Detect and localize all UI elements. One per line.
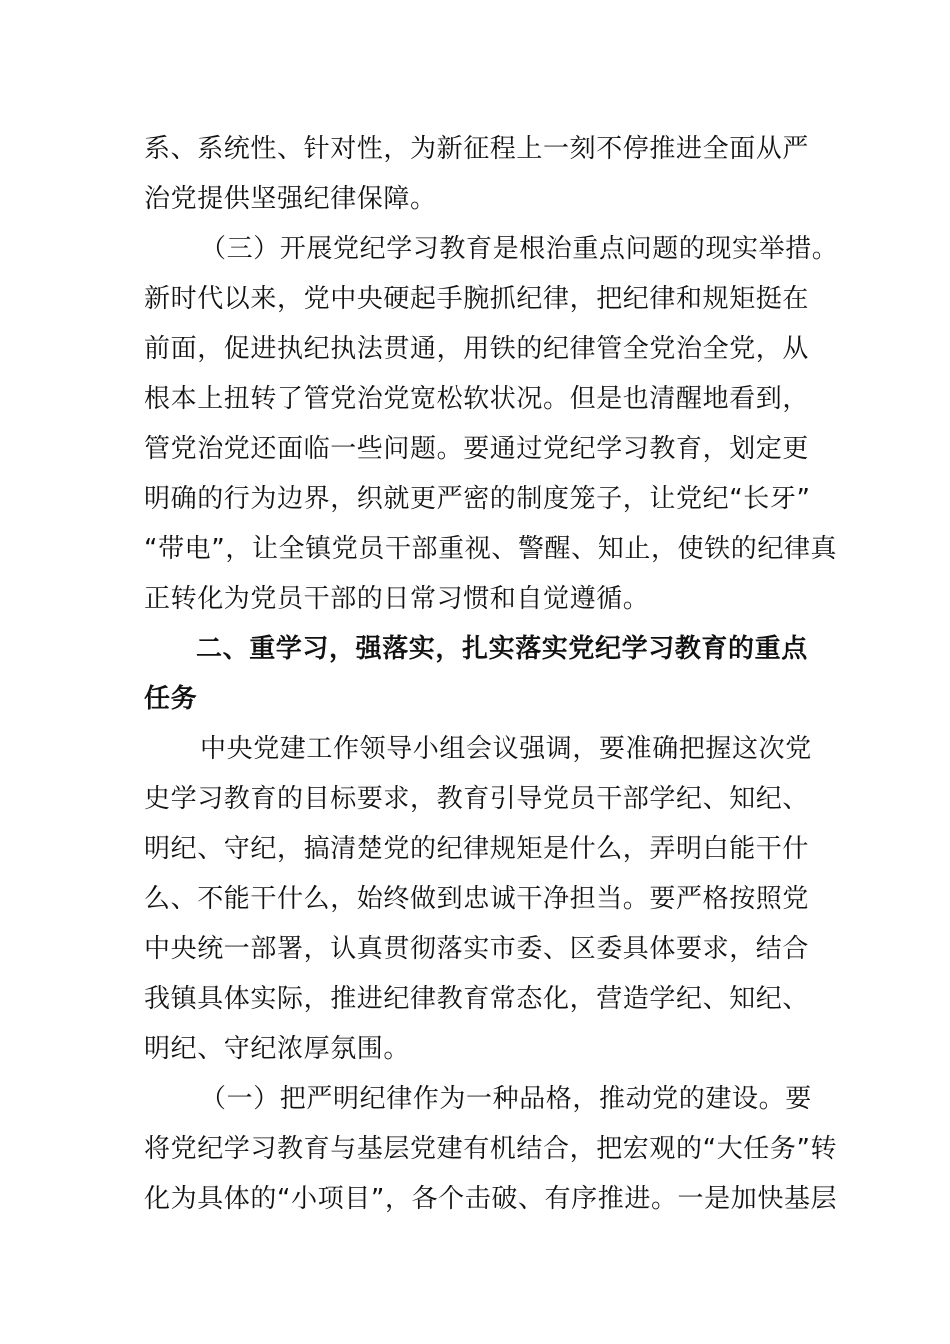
body-line: 化为具体的“小项目”，各个击破、有序推进。一是加快基层 xyxy=(144,1184,838,1214)
body-line: 明纪、守纪浓厚氛围。 xyxy=(144,1034,411,1064)
paragraph-start: 中央党建工作领导小组会议强调，要准确把握这次党 xyxy=(200,734,812,764)
section-heading: 二、重学习，强落实，扎实落实党纪学习教育的重点 xyxy=(196,634,808,664)
body-line: 正转化为党员干部的日常习惯和自觉遵循。 xyxy=(144,584,650,614)
subheading-one: （一）把严明纪律作为一种品格，推动党的建设。要 xyxy=(200,1084,812,1114)
body-line: 史学习教育的目标要求，教育引导党员干部学纪、知纪、 xyxy=(144,784,810,814)
body-line: 明纪、守纪，搞清楚党的纪律规矩是什么，弄明白能干什 xyxy=(144,834,810,864)
document-body xyxy=(144,124,839,1224)
body-line: 根本上扭转了管党治党宽松软状况。但是也清醒地看到， xyxy=(144,384,810,414)
body-line: 么、不能干什么，始终做到忠诚干净担当。要严格按照党 xyxy=(144,884,810,914)
body-line: 将党纪学习教育与基层党建有机结合，把宏观的“大任务”转 xyxy=(144,1134,838,1164)
body-line: 中央统一部署，认真贯彻落实市委、区委具体要求，结合 xyxy=(144,934,810,964)
body-line: 我镇具体实际，推进纪律教育常态化，营造学纪、知纪、 xyxy=(144,984,810,1014)
body-line: 系、系统性、针对性，为新征程上一刻不停推进全面从严 xyxy=(144,134,810,164)
section-heading-continued: 任务 xyxy=(144,684,198,714)
body-line: 管党治党还面临一些问题。要通过党纪学习教育，划定更 xyxy=(144,434,810,464)
body-line: “带电”，让全镇党员干部重视、警醒、知止，使铁的纪律真 xyxy=(144,534,838,564)
body-line: 新时代以来，党中央硬起手腕抓纪律，把纪律和规矩挺在 xyxy=(144,284,810,314)
subheading-three: （三）开展党纪学习教育是根治重点问题的现实举措。 xyxy=(200,234,839,264)
body-line: 明确的行为边界，织就更严密的制度笼子，让党纪“长牙” xyxy=(144,484,811,514)
body-line: 前面，促进执纪执法贯通，用铁的纪律管全党治全党，从 xyxy=(144,334,810,364)
body-line: 治党提供坚强纪律保障。 xyxy=(144,184,437,214)
